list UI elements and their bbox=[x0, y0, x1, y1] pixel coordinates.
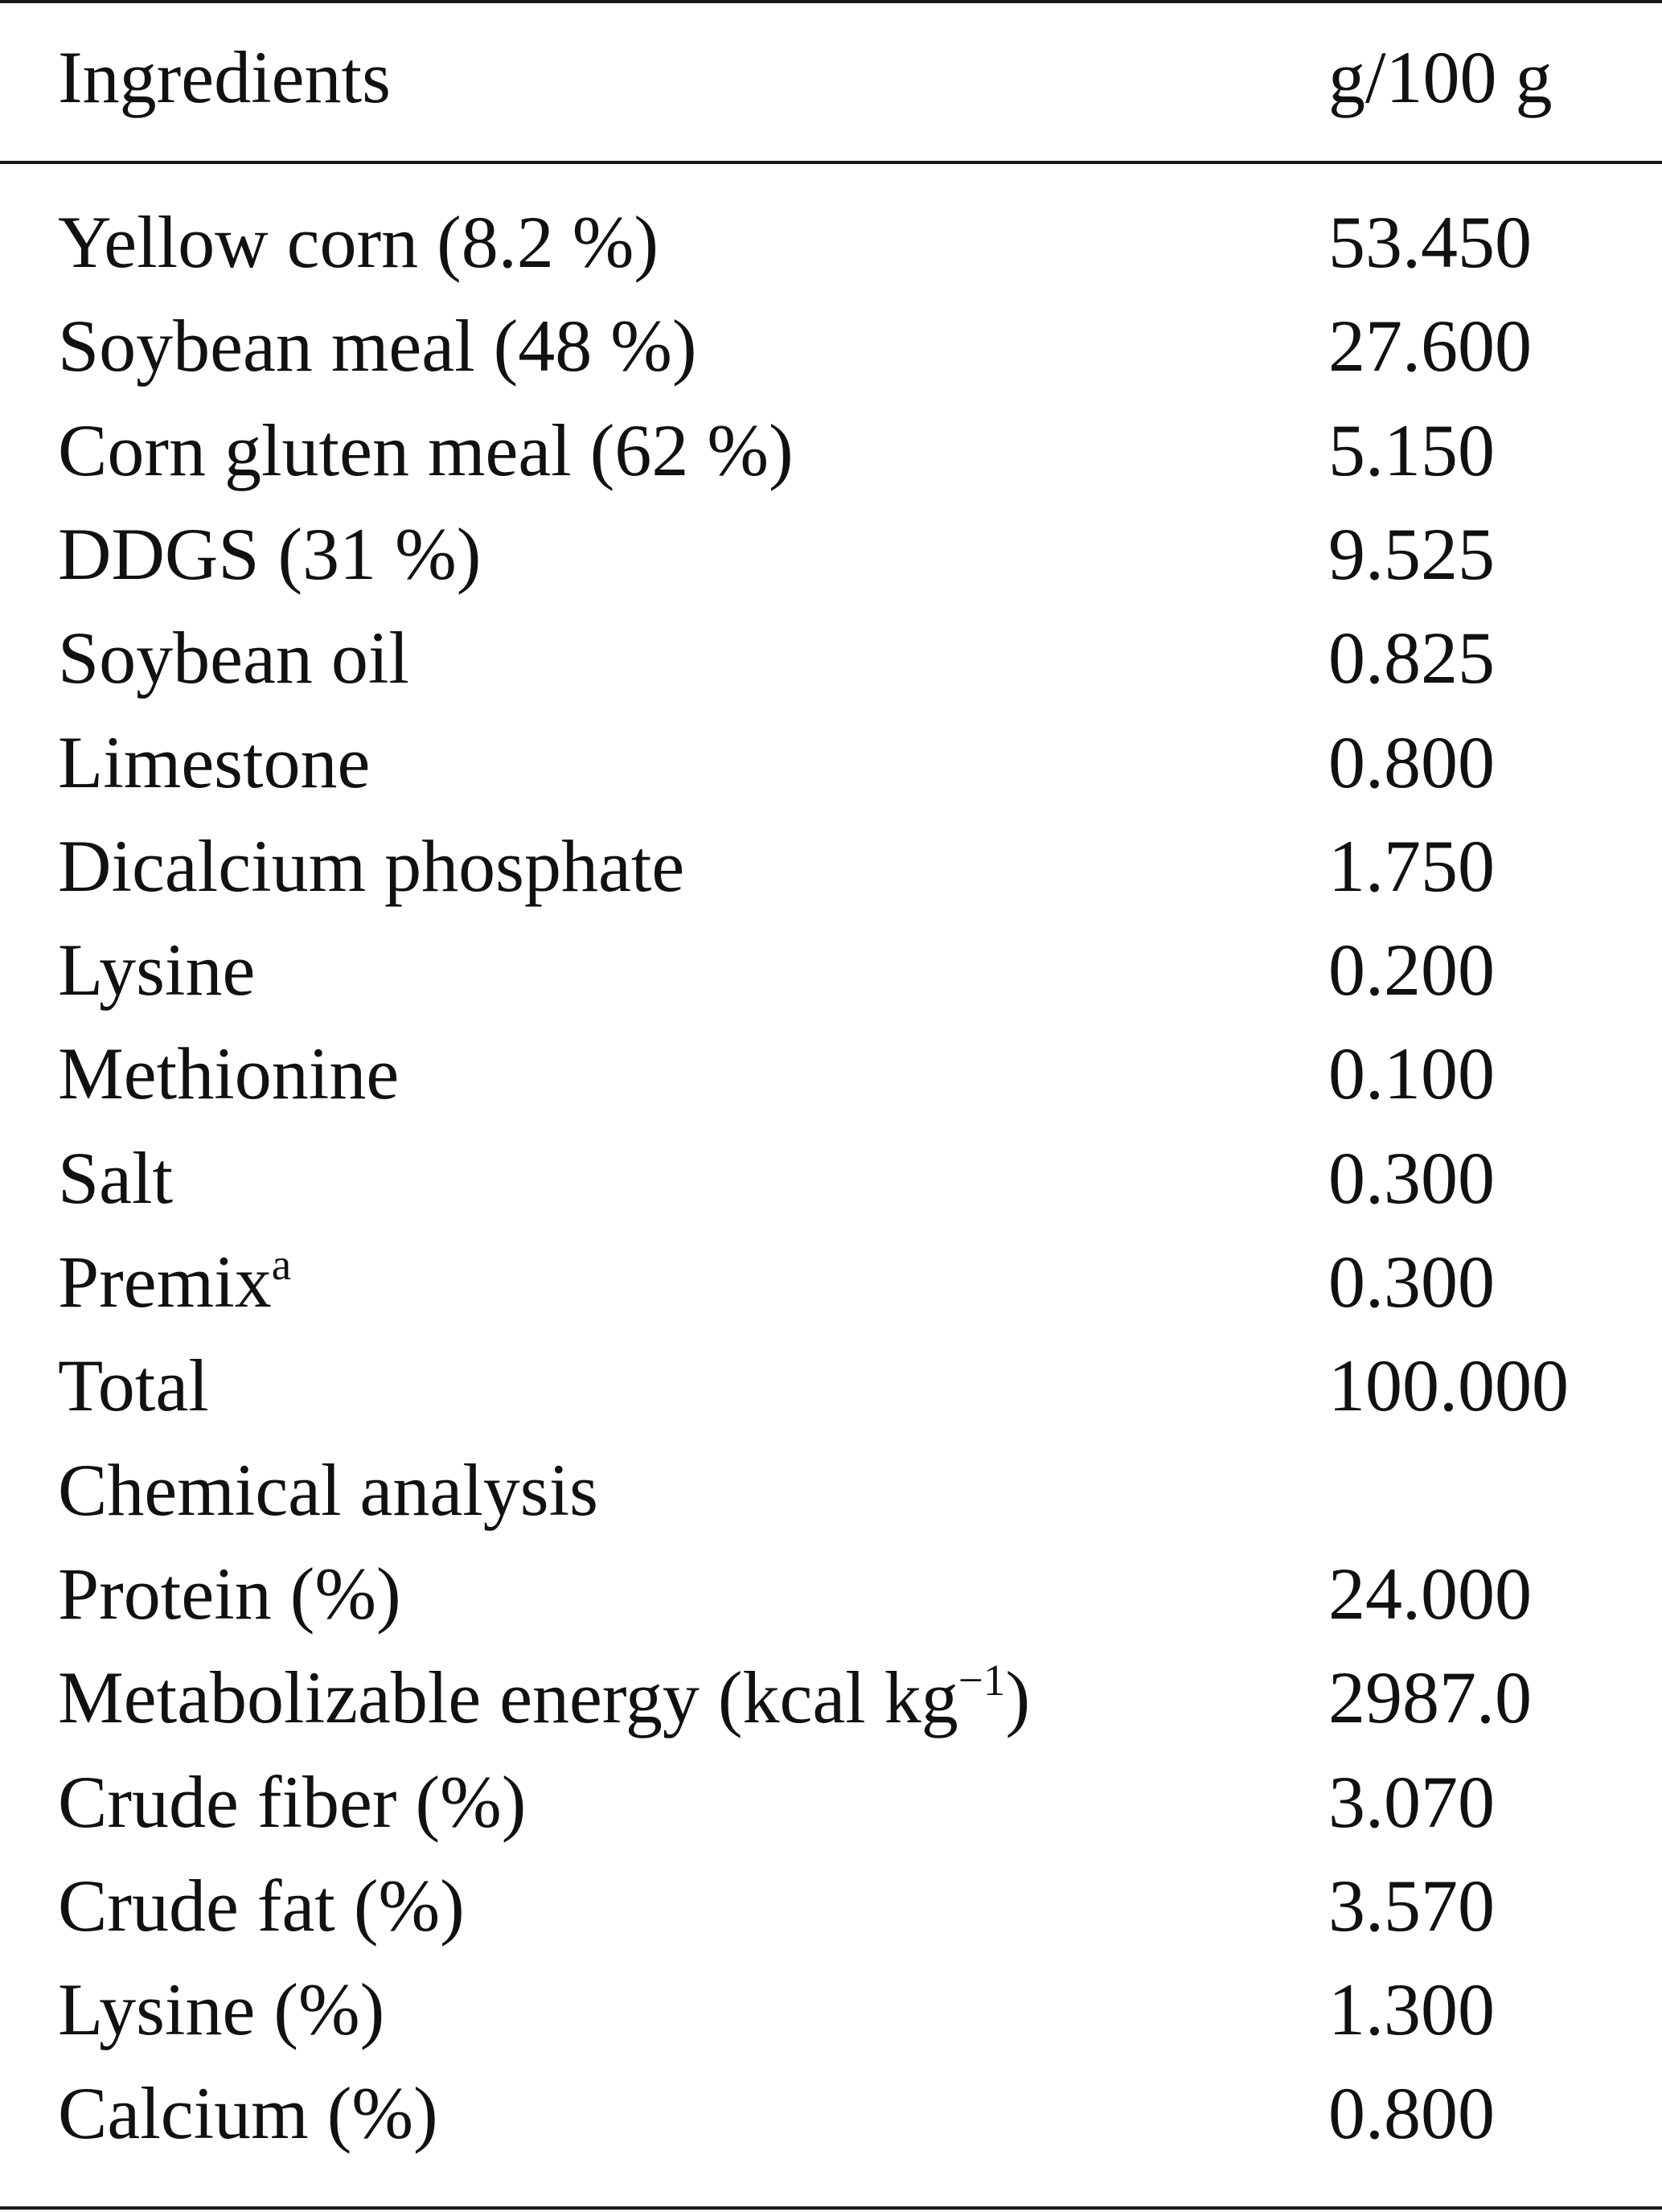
row-label-text: Crude fat (%) bbox=[58, 1865, 465, 1947]
header-ingredients: Ingredients bbox=[58, 36, 391, 118]
row-label-text: Soybean meal (48 %) bbox=[58, 305, 697, 387]
row-label-text: Lysine bbox=[58, 929, 256, 1011]
row-label bbox=[58, 398, 794, 503]
row-label bbox=[58, 1750, 526, 1854]
row-label-text: Salt bbox=[58, 1137, 174, 1219]
row-value: 5.150 bbox=[1328, 409, 1495, 491]
row-label bbox=[58, 917, 255, 1022]
row-label bbox=[58, 1021, 399, 1126]
row-value: 0.825 bbox=[1328, 617, 1495, 699]
row-label-text: Soybean oil bbox=[58, 617, 409, 699]
row-label-text: Yellow corn (8.2 %) bbox=[58, 201, 659, 283]
row-value: 0.300 bbox=[1328, 1137, 1495, 1219]
row-label-superscript: a bbox=[271, 1239, 292, 1289]
row-value: 2987.0 bbox=[1328, 1656, 1532, 1738]
row-label-text: Lysine (%) bbox=[58, 1968, 385, 2050]
row-value: 9.525 bbox=[1328, 513, 1495, 595]
row-label-text: Methionine bbox=[58, 1032, 400, 1114]
row-value: 24.000 bbox=[1328, 1553, 1532, 1635]
row-label bbox=[58, 710, 370, 815]
row-label-text: Corn gluten meal (62 %) bbox=[58, 409, 794, 491]
row-label-text: DDGS (31 %) bbox=[58, 513, 482, 595]
row-label-text: Calcium (%) bbox=[58, 2072, 438, 2154]
row-label bbox=[58, 1645, 1030, 1750]
row-label-text: Limestone bbox=[58, 721, 371, 803]
row-label bbox=[58, 1126, 173, 1230]
table-top-rule bbox=[0, 0, 1662, 3]
row-label-text: Protein (%) bbox=[58, 1553, 401, 1635]
header-unit: g/100 g bbox=[1328, 36, 1553, 118]
row-label bbox=[58, 2061, 438, 2165]
row-value: 1.750 bbox=[1328, 825, 1495, 907]
row-label-text: Total bbox=[58, 1344, 209, 1426]
row-label-text: Premix bbox=[58, 1241, 272, 1323]
row-label bbox=[58, 502, 481, 606]
row-value: 0.800 bbox=[1328, 2072, 1495, 2154]
row-label bbox=[58, 1438, 598, 1542]
row-label bbox=[58, 1541, 401, 1646]
row-label-text: Crude fiber (%) bbox=[58, 1761, 527, 1843]
row-value: 27.600 bbox=[1328, 305, 1532, 387]
row-label-text: Metabolizable energy (kcal kg bbox=[58, 1656, 958, 1738]
row-label bbox=[58, 190, 659, 294]
row-value: 3.070 bbox=[1328, 1761, 1495, 1843]
row-value: 0.800 bbox=[1328, 721, 1495, 803]
row-value: 1.300 bbox=[1328, 1968, 1495, 2050]
row-label-suffix: ) bbox=[1005, 1656, 1031, 1738]
row-label bbox=[58, 1229, 291, 1334]
row-value: 0.300 bbox=[1328, 1241, 1495, 1323]
row-value: 53.450 bbox=[1328, 201, 1532, 283]
row-value: 3.570 bbox=[1328, 1865, 1495, 1947]
row-value: 100.000 bbox=[1328, 1344, 1569, 1426]
row-label bbox=[58, 1853, 465, 1958]
row-label bbox=[58, 605, 409, 710]
row-label bbox=[58, 1333, 209, 1438]
row-label-text: Chemical analysis bbox=[58, 1449, 598, 1531]
row-label bbox=[58, 293, 697, 398]
row-value: 0.200 bbox=[1328, 929, 1495, 1011]
row-value: 0.100 bbox=[1328, 1032, 1495, 1114]
row-label-text: Dicalcium phosphate bbox=[58, 825, 685, 907]
row-label-superscript: −1 bbox=[958, 1655, 1006, 1705]
row-label bbox=[58, 814, 684, 918]
table-bottom-rule bbox=[0, 2206, 1662, 2210]
row-label bbox=[58, 1957, 384, 2062]
table-header-rule bbox=[0, 161, 1662, 164]
